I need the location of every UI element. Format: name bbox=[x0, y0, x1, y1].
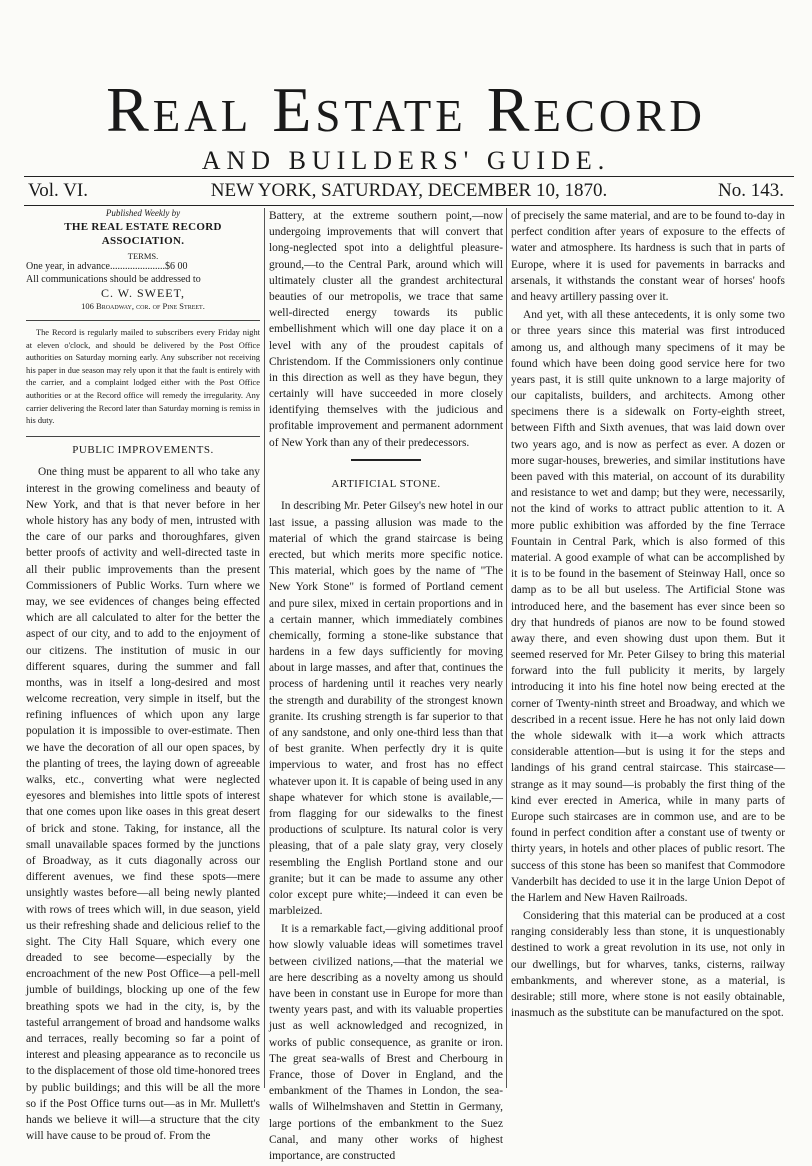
article-heading-public-improvements: PUBLIC IMPROVEMENTS. bbox=[26, 436, 260, 459]
article-paragraph: Considering that this material can be produced at a cost ranging considerably less than stone, it is unquestionably destined to work a great revolution in its use, not only in our dwellings, but for wharves, tanks, cisterns, railway embankments, and wherever stone, as a material, is desirable; still more, where stone is not easily obtainable, inasmuch as the substitute can be manufactured on the spot. bbox=[511, 910, 785, 1020]
communications-line: All communications should be addressed to bbox=[26, 273, 201, 285]
column-3 bbox=[511, 208, 785, 1023]
column-divider bbox=[506, 208, 507, 1088]
column-divider bbox=[264, 208, 265, 1088]
article-paragraph: Battery, at the extreme southern point,—now undergoing improvements that will convert that long-neglected spot into a delightful pleasure-ground,—to the Central Park, around which will ultimately cluster all the grandest architectural beauties of our metropolis, we trace that same well-directed energy towards its public embellishment which will one day place it on a level with any of the proudest capitals of Christendom. If the Commissioners only continue in this direction as well as they have begun, they certainly will have succeeded in more closely identifying themselves with the judicious and profitable improvement and permanent adornment of New York than any of their predecessors. bbox=[269, 210, 503, 449]
terms-label: TERMS. bbox=[127, 250, 159, 261]
newspaper-title: Real Estate Record bbox=[106, 74, 706, 145]
dateline bbox=[24, 176, 794, 206]
delivery-notice bbox=[26, 320, 260, 428]
notice-text: The Record is regularly mailed to subscribers every Friday night at eleven o'clock, and should be delivered by the Post Office authorities on Saturday morning early. Any subscriber not receiving his paper in due season may rely upon it that the fault is entirely with the carrier, and a complaint lodged either with the Post Office authorities or at the Record office will remedy the irregularity. Any carrier delivering the Record later than Saturday morning is remiss in his duty. bbox=[26, 328, 260, 426]
article-heading-artificial-stone: ARTIFICIAL STONE. bbox=[331, 477, 441, 490]
column-2 bbox=[269, 208, 503, 1166]
newspaper-subtitle: AND BUILDERS' GUIDE. bbox=[201, 146, 611, 175]
masthead bbox=[0, 74, 812, 176]
section-ornament bbox=[351, 459, 421, 461]
publisher-name: C. W. SWEET, bbox=[100, 286, 186, 301]
terms-line: One year, in advance......................$6 00 bbox=[26, 261, 188, 273]
publisher-block bbox=[26, 208, 260, 312]
issue-date: NEW YORK, SATURDAY, DECEMBER 10, 1870. bbox=[210, 180, 608, 201]
article-paragraph: One thing must be apparent to all who take any interest in the growing comeliness and beauty of New York, and that is that never before in her whole history has any body of men, intrusted with the care of our parks and thoroughfares, given better proofs of activity and well-directed taste in all their public improvements than the present Commissioners of Public Works. Turn where we may, we see evidences of changes being effected which are all calculated to alter for the better the aspect of our city, and to add to the enjoyment of our citizens. The institution of music in our different squares, during the summer and fall months, was in itself a long-desired and most welcome recreation, very simple in itself, but the refining influences of which upon any large population it is impossible to over-estimate. Then we have the decoration of all our open spaces, by the planting of trees, the laying down of agreeable walks, etc., converting what were neglected eyesores and blemishes into little spots of interest that one comes upon like oases in this great desert of brick and stone. Taking, for instance, all the small unavailable spaces formed by the junctions of Broadway, as it cuts diagonally across our different avenues, we find these spots—mere unsightly wastes before—all being newly planted with rows of trees which will, in due season, yield us their refreshing shade and delicious relief to the sight. The City Hall Square, which every one dreaded to see become—especially by the encroachment of the new Post Office—a pell-mell jumble of buildings, blocking up one of the few breathing spots we had in the city, is, by the tasteful arrangement of broad and handsome walks and terraces, really becoming so far a point of interest and pleasing appearance as to reconcile us to the displacement of those old time-honored trees by public buildings; and this will be all the more so if the Post Office turns out—as in Mr. Mullett's hands we believe it will—a structure that the city will have cause to be proud of. From the bbox=[26, 466, 260, 1143]
column-1 bbox=[26, 208, 260, 1146]
article-paragraph: It is a remarkable fact,—giving additional proof how slowly valuable ideas will sometimes travel between civilized nations,—that the material we are here describing as a novelty among us should have been in constant use in Europe for more than twenty years past, and with its valuable properties just as well acknowledged and recognized, in works of public consequence, as granite or iron. The great sea-walls of Brest and Cherbourg in France, those of Dover in England, and the embankment of the Thames in London, the sea-walls of Wilhelmshaven and Stettin in Germany, large portions of the embankment to the Suez Canal, and many other works of highest importance, are constructed bbox=[269, 923, 503, 1162]
article-paragraph: of precisely the same material, and are to be found to-day in perfect condition after years of exposure to the effects of water and atmosphere. Its hardness is such that in parts of Europe, where it is used for pavements in barracks and arsenals, it withstands the constant wear of horses' hoofs and heavy artillery passing over it. bbox=[511, 210, 785, 303]
issue-number: No. 143. bbox=[718, 180, 784, 201]
publisher-association: THE REAL ESTATE RECORD ASSOCIATION. bbox=[64, 221, 222, 247]
publisher-address: 106 Broadway, cor. of Pine Street. bbox=[81, 301, 205, 312]
article-paragraph: And yet, with all these antecedents, it is only some two or three years since this material was first introduced among us, and although many specimens of it may be found which have been doing good service here for two years past, it is still quite unknown to a large majority of our capitalists, builders, and architects. Among other specimens there is a sidewalk on Forty-eighth street, between Fifth and Sixth avenues, that was laid down over two years ago, and is now as perfect as ever. A dozen or more sugar-houses, breweries, and similar institutions have been paved with this material, on account of its durability and resistance to wet and damp; but they were, necessarily, not the kind of works to attract public attention to it. A more public exhibition was afforded by the fine Terrace Fountain in Central Park, which is also formed of this material. A good example of what can be accomplished by it is to be found in the basement of Steinway Hall, once so damp as to be all but useless. The Artificial Stone was introduced here, and the basement has ever since been so dry that hundreds of pianos are now to be found stowed away there, and even showing dust upon them. But it seemed reserved for Mr. Peter Gilsey to bring this material forward into the full publicity it merits, by largely introducing it into his fine hotel now being erected at the corner of Twenty-ninth street and Broadway, and which we described in a recent issue. Here he has not only laid down the whole sidewalk with it—a work which attracts considerable attention—but is using it for the steps and landings of his grand central staircase. This staircase—strange as it may sound—is probably the first thing of the kind ever erected in America, while in many parts of Europe such staircases are in common use, and are to be found in perfect condition after a constant use of twenty or thirty years, in hotels and other places of public resort. The success of this stone has been so manifest that Commodore Vanderbilt has decided to use it in the large Union Depot of the Harlem and New Haven Railroads. bbox=[511, 309, 785, 904]
volume-number: Vol. VI. bbox=[28, 180, 89, 201]
publisher-kicker: Published Weekly by bbox=[105, 208, 181, 218]
article-paragraph: In describing Mr. Peter Gilsey's new hotel in our last issue, a passing allusion was made to the material of which the grand staircase is being erected, but which merits more specific notice. This material, which goes by the name of "The New York Stone" is formed of Portland cement and pure silex, mixed in certain proportions and in a certain manner, which immediately combines chemically, forming a stone-like substance that hardens in a few days sufficiently for moving about in large masses, and after that, continues the process of hardening until it reaches very nearly the strength and durability of the strongest known granite. Its crushing strength is far superior to that of any sandstone, and only one-third less than that of best granite. When perfectly dry it is quite impervious to water, and frost has no effect whatever upon it. It is capable of being used in any shape whatever for which stone is available,—from flagging for our sidewalks to the finest productions of sculpture. Its natural color is very pleasing, that of a pale slaty gray, very closely resembling the English Portland stone and our granite; but it can be made to assume any other color except pure white;—indeed it can even be marbleized. bbox=[269, 500, 503, 918]
